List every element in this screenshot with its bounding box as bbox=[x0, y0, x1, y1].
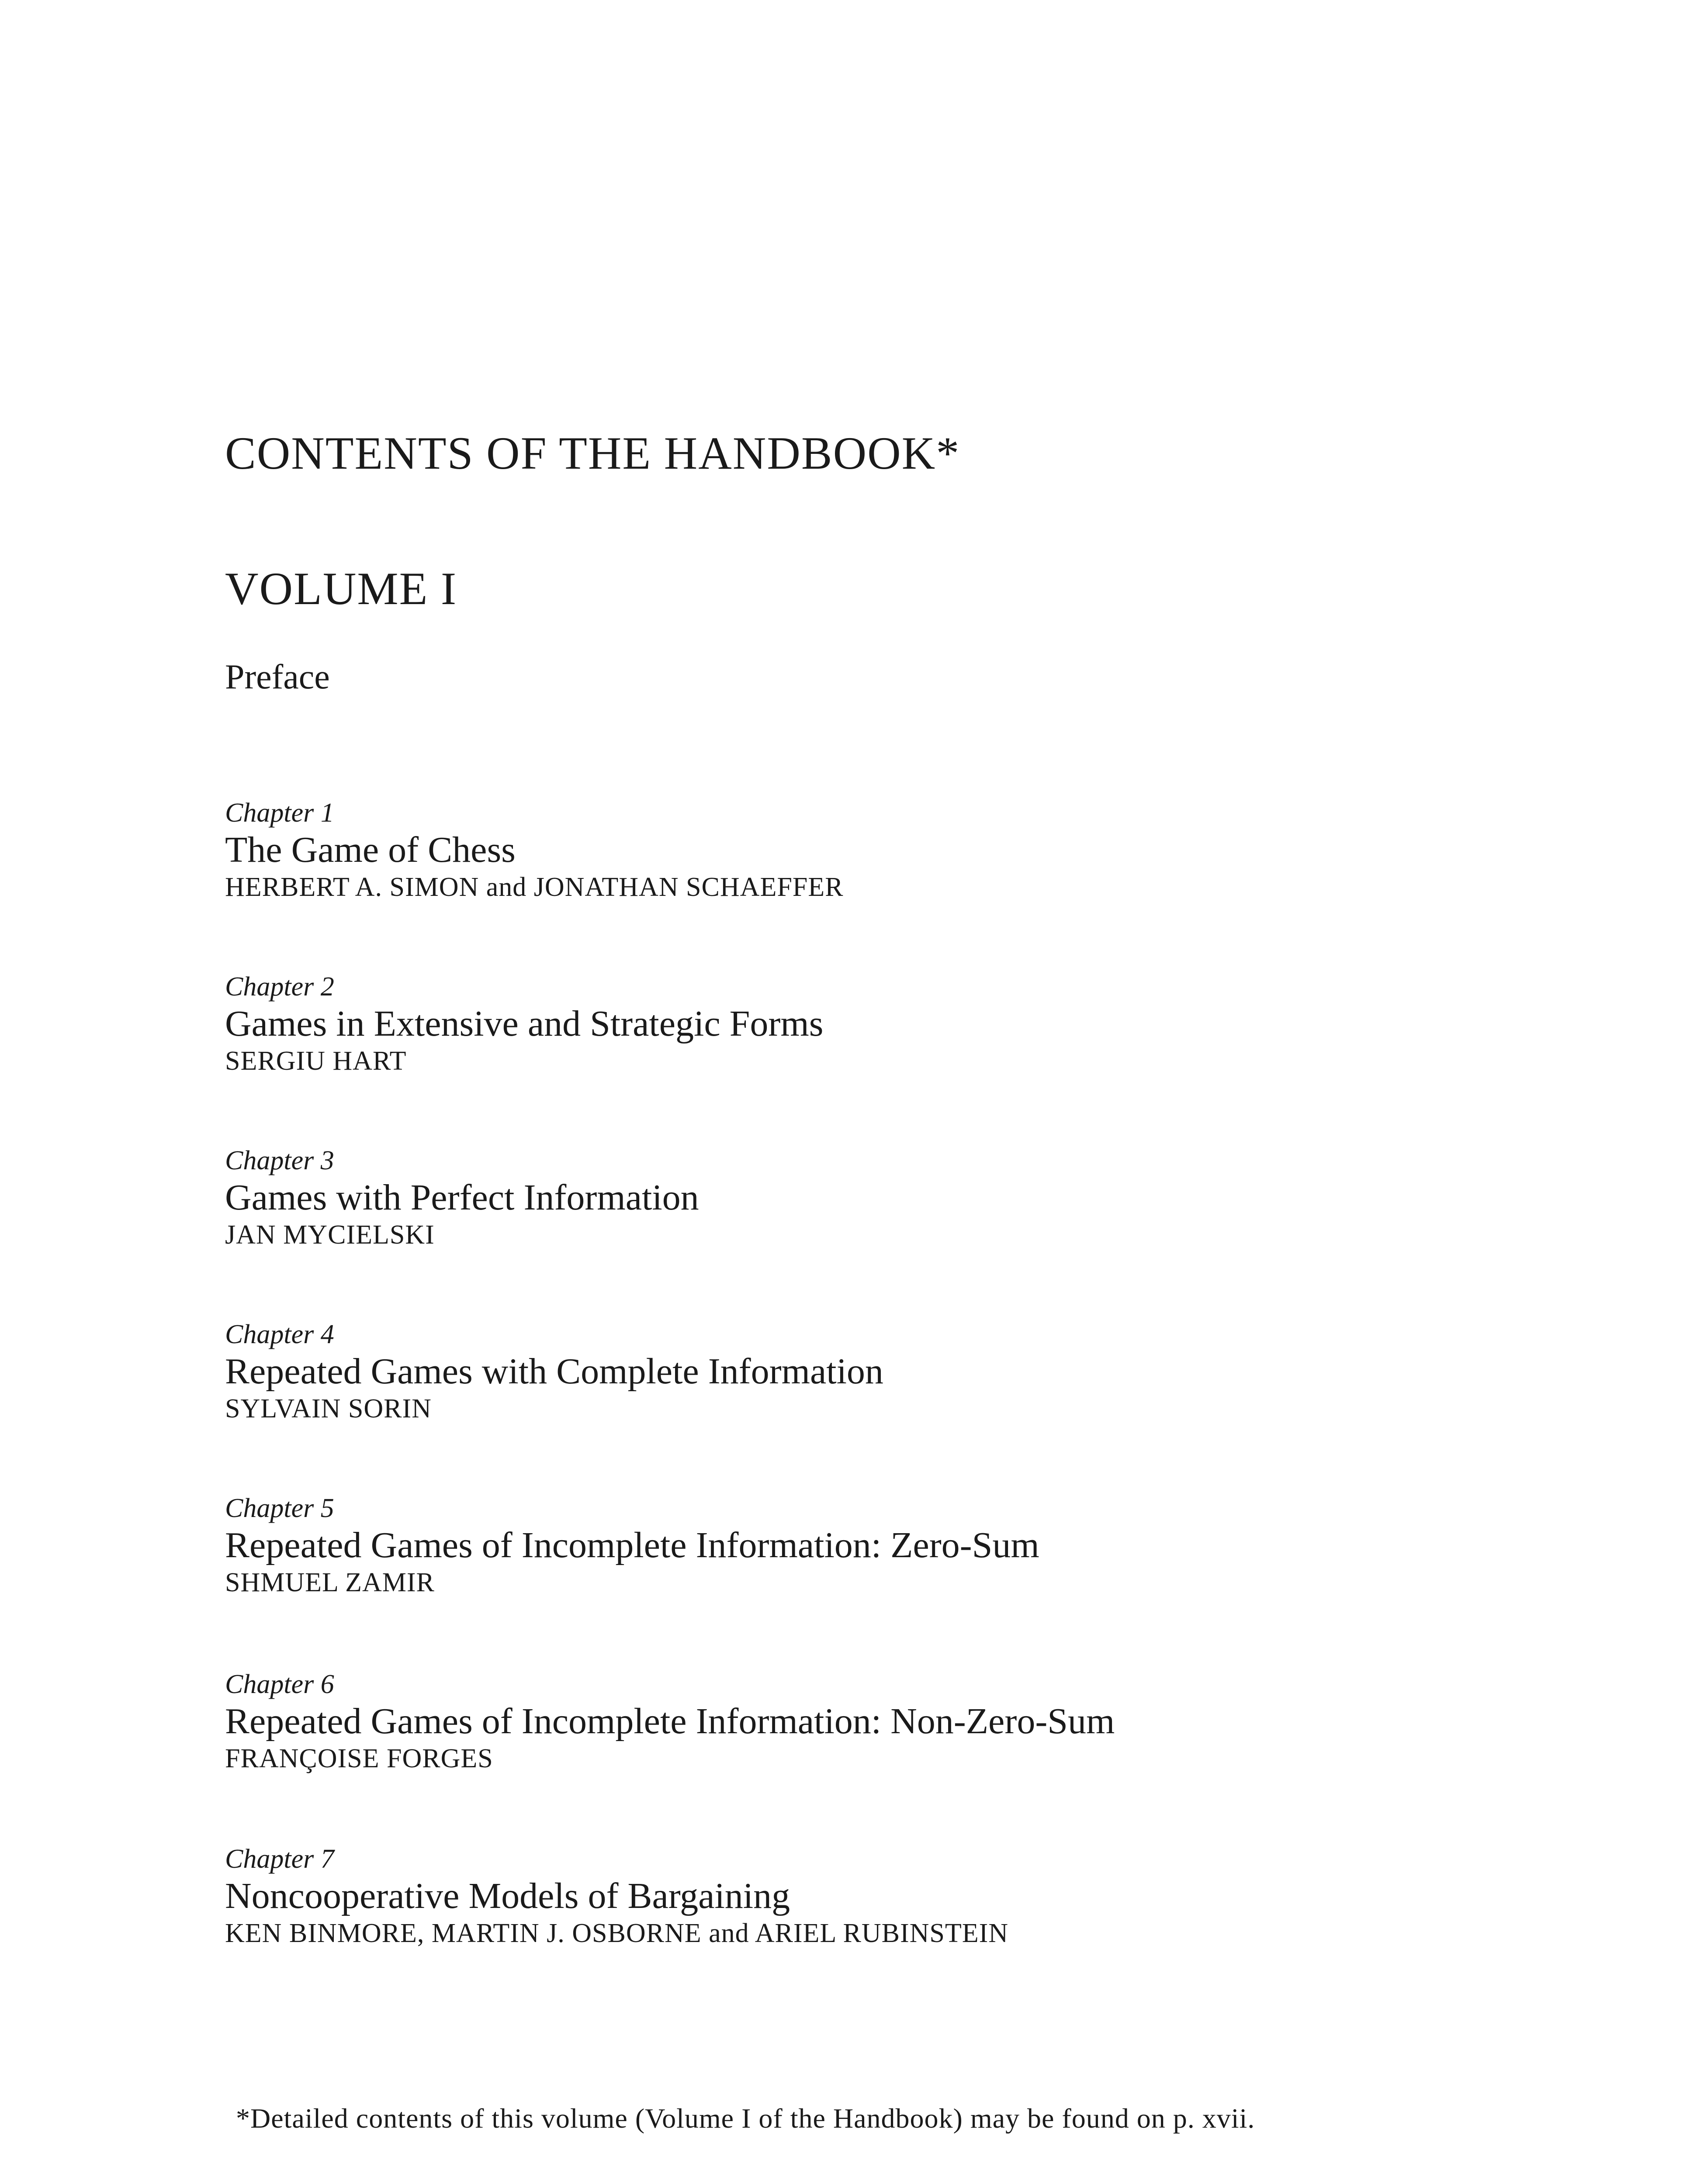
chapter-entry-3 bbox=[225, 1147, 1536, 1248]
chapter-entry-2 bbox=[225, 973, 1536, 1075]
chapter-title: Repeated Games of Incomplete Information: Zero-Sum bbox=[225, 1525, 1039, 1565]
chapter-title: Noncooperative Models of Bargaining bbox=[225, 1876, 790, 1916]
page-title: CONTENTS OF THE HANDBOOK* bbox=[225, 428, 960, 479]
chapter-label: Chapter 5 bbox=[225, 1493, 334, 1523]
chapter-title: Repeated Games of Incomplete Information: Non-Zero-Sum bbox=[225, 1701, 1115, 1742]
chapter-label: Chapter 2 bbox=[225, 972, 334, 1002]
chapter-title: Games with Perfect Information bbox=[225, 1177, 699, 1218]
chapter-title: The Game of Chess bbox=[225, 829, 516, 870]
volume-heading: VOLUME I bbox=[225, 563, 457, 614]
chapter-authors: SYLVAIN SORIN bbox=[225, 1394, 432, 1424]
footnote: *Detailed contents of this volume (Volume I of the Handbook) may be found on p. xvii. bbox=[236, 2103, 1255, 2134]
chapter-entry-4 bbox=[225, 1321, 1536, 1422]
chapter-label: Chapter 4 bbox=[225, 1320, 334, 1349]
chapter-entry-5 bbox=[225, 1495, 1536, 1596]
chapter-label: Chapter 7 bbox=[225, 1844, 334, 1874]
chapter-authors: SERGIU HART bbox=[225, 1046, 407, 1076]
chapter-authors: FRANÇOISE FORGES bbox=[225, 1744, 493, 1773]
chapter-authors: HERBERT A. SIMON and JONATHAN SCHAEFFER bbox=[225, 872, 844, 902]
chapter-authors: KEN BINMORE, MARTIN J. OSBORNE and ARIEL RUBINSTEIN bbox=[225, 1918, 1009, 1948]
chapter-entry-1 bbox=[225, 799, 1536, 901]
chapter-label: Chapter 6 bbox=[225, 1669, 334, 1699]
preface-entry: Preface bbox=[225, 658, 330, 696]
chapter-authors: JAN MYCIELSKI bbox=[225, 1220, 435, 1250]
chapter-title: Games in Extensive and Strategic Forms bbox=[225, 1003, 824, 1044]
chapter-label: Chapter 3 bbox=[225, 1146, 334, 1175]
chapter-title: Repeated Games with Complete Information bbox=[225, 1351, 883, 1392]
chapter-entry-6 bbox=[225, 1671, 1536, 1772]
chapter-authors: SHMUEL ZAMIR bbox=[225, 1568, 435, 1597]
chapter-label: Chapter 1 bbox=[225, 798, 334, 828]
chapter-entry-7 bbox=[225, 1845, 1536, 1947]
